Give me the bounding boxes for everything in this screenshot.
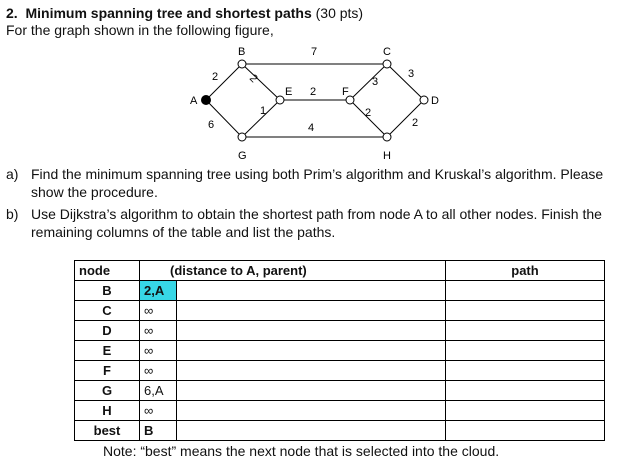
- row-path-cell[interactable]: [446, 361, 605, 381]
- label-node-a: A: [190, 95, 198, 107]
- table-row: [75, 381, 605, 401]
- dijkstra-table: [74, 260, 605, 441]
- row-path-cell[interactable]: [446, 281, 605, 301]
- label-node-f: F: [342, 86, 349, 98]
- table-note: Note: “best” means the next node that is selected into the cloud.: [103, 443, 500, 459]
- row-distance: 2,A: [140, 281, 177, 301]
- weight-f-h: 2: [365, 107, 372, 119]
- best-row: [75, 421, 605, 441]
- row-empty-cell[interactable]: [177, 401, 446, 421]
- weight-f-c: 3: [372, 76, 379, 88]
- row-node: C: [75, 301, 140, 321]
- problem-title: Minimum spanning tree and shortest paths: [25, 5, 312, 21]
- row-distance: ∞: [140, 321, 177, 341]
- header-node: node: [75, 261, 140, 281]
- row-empty-cell[interactable]: [177, 321, 446, 341]
- row-distance: ∞: [140, 401, 177, 421]
- row-empty-cell[interactable]: [177, 381, 446, 401]
- label-node-c: C: [383, 46, 391, 58]
- node-g: [238, 133, 246, 141]
- weight-a-g: 6: [208, 119, 215, 131]
- node-a: [201, 95, 211, 105]
- row-node: H: [75, 401, 140, 421]
- row-empty-cell[interactable]: [177, 341, 446, 361]
- weight-h-d: 2: [412, 117, 419, 129]
- header-path: path: [446, 261, 605, 281]
- row-distance: 6,A: [140, 381, 177, 401]
- row-path-cell[interactable]: [446, 401, 605, 421]
- row-distance: ∞: [140, 361, 177, 381]
- table-row: [75, 341, 605, 361]
- weight-c-d: 3: [408, 68, 415, 80]
- row-empty-cell[interactable]: [177, 281, 446, 301]
- row-empty-cell[interactable]: [177, 421, 446, 441]
- problem-number: 2.: [6, 5, 18, 21]
- row-path-cell[interactable]: [446, 421, 605, 441]
- row-path-cell[interactable]: [446, 321, 605, 341]
- row-distance: ∞: [140, 301, 177, 321]
- label-node-e: E: [285, 86, 293, 98]
- edge-h-d: [387, 100, 424, 137]
- edge-b-e: [242, 64, 280, 100]
- node-e: [276, 96, 284, 104]
- row-node: B: [75, 281, 140, 301]
- row-node: F: [75, 361, 140, 381]
- label-node-h: H: [383, 150, 391, 162]
- graph-figure: [0, 0, 625, 170]
- weight-b-c: 7: [311, 46, 318, 58]
- row-node: D: [75, 321, 140, 341]
- weight-a-b: 2: [212, 71, 219, 83]
- edge-c-d: [387, 64, 424, 100]
- node-b: [238, 60, 246, 68]
- table-row: [75, 281, 605, 301]
- label-node-b: B: [238, 46, 246, 58]
- weight-e-g: 1: [260, 105, 267, 117]
- node-h: [383, 133, 391, 141]
- question-a-label: a): [6, 166, 19, 182]
- row-node: G: [75, 381, 140, 401]
- best-label: best: [75, 421, 140, 441]
- label-node-d: D: [431, 95, 439, 107]
- problem-intro: For the graph shown in the following figure,: [6, 22, 274, 38]
- row-path-cell[interactable]: [446, 341, 605, 361]
- question-b-text: Use Dijkstra’s algorithm to obtain the shortest path from node A to all other nodes. Finish the remaining columns of the table and list the paths.: [31, 206, 602, 240]
- row-distance: ∞: [140, 341, 177, 361]
- edge-f-c: [350, 64, 387, 100]
- row-empty-cell[interactable]: [177, 301, 446, 321]
- weight-e-f: 2: [310, 86, 317, 98]
- question-a-text: Find the minimum spanning tree using both Prim’s algorithm and Kruskal’s algorithm. Please show the procedure.: [31, 166, 604, 200]
- table-row: [75, 301, 605, 321]
- question-b-label: b): [6, 206, 19, 222]
- table-row: [75, 321, 605, 341]
- row-path-cell[interactable]: [446, 381, 605, 401]
- label-node-g: G: [238, 150, 247, 162]
- row-path-cell[interactable]: [446, 301, 605, 321]
- weight-b-e: 2: [246, 72, 260, 86]
- weight-g-h: 4: [308, 122, 315, 134]
- problem-points: (30 pts): [315, 5, 364, 21]
- table-row: [75, 401, 605, 421]
- header-distance: (distance to A, parent): [140, 261, 446, 281]
- table-row: [75, 361, 605, 381]
- row-empty-cell[interactable]: [177, 361, 446, 381]
- table-header-row: [75, 261, 605, 281]
- row-node: E: [75, 341, 140, 361]
- node-d: [420, 96, 428, 104]
- best-value: B: [140, 421, 177, 441]
- node-c: [383, 60, 391, 68]
